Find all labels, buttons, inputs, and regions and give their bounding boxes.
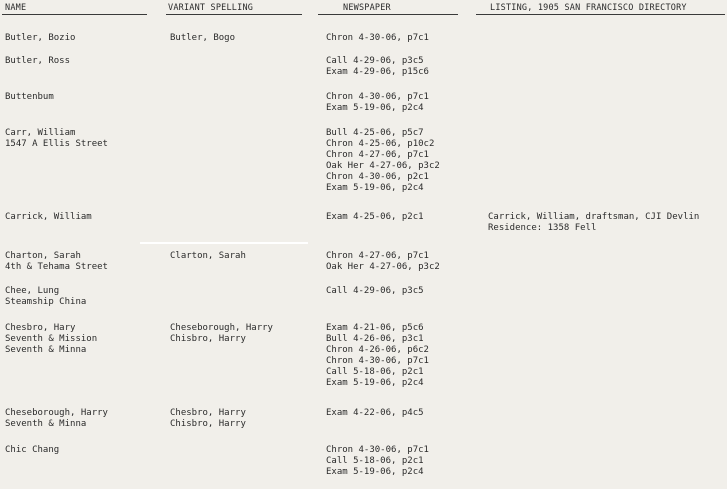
variant-line: Butler, Bogo [170, 33, 236, 43]
variant-cell [170, 33, 235, 44]
newspaper-line: Call 5-18-06, p2c1 [326, 367, 424, 377]
listing-line: Carrick, William, draftsman, CJI Devlin [488, 212, 700, 222]
newspaper-cell [326, 33, 429, 44]
variant-cell [170, 323, 273, 345]
header-newspaper: NEWSPAPER [343, 3, 391, 13]
newspaper-line: Chron 4-30-06, p7c1 [326, 92, 429, 102]
newspaper-line: Chron 4-30-06, p7c1 [326, 356, 429, 366]
newspaper-line: Exam 4-22-06, p4c5 [326, 408, 424, 418]
name-line: Seventh & Minna [5, 345, 87, 355]
newspaper-line: Oak Her 4-27-06, p3c2 [326, 262, 440, 272]
name-line: Cheseborough, Harry [5, 408, 108, 418]
header-rule-variant [166, 14, 302, 15]
newspaper-line: Exam 5-19-06, p2c4 [326, 378, 424, 388]
newspaper-line: Exam 4-21-06, p5c6 [326, 323, 424, 333]
name-line: Butler, Bozio [5, 33, 76, 43]
header-rule-listing [476, 14, 725, 15]
newspaper-cell [326, 56, 429, 78]
name-line: Seventh & Mission [5, 334, 98, 344]
name-cell [5, 445, 59, 456]
name-cell [5, 92, 54, 103]
scan-artifact [140, 242, 308, 244]
listing-line: Residence: 1358 Fell [488, 223, 597, 233]
variant-line: Chisbro, Harry [170, 334, 246, 344]
header-rule-newspaper [318, 14, 458, 15]
newspaper-cell [326, 251, 440, 273]
name-cell [5, 128, 108, 150]
newspaper-line: Exam 5-19-06, p2c4 [326, 467, 424, 477]
name-line: Chic Chang [5, 445, 60, 455]
newspaper-line: Exam 5-19-06, p2c4 [326, 183, 424, 193]
newspaper-line: Call 4-29-06, p3c5 [326, 286, 424, 296]
name-cell [5, 33, 75, 44]
name-line: 4th & Tehama Street [5, 262, 108, 272]
name-line: Chee, Lung [5, 286, 60, 296]
newspaper-line: Exam 4-29-06, p15c6 [326, 67, 429, 77]
variant-line: Cheseborough, Harry [170, 323, 273, 333]
name-line: 1547 A Ellis Street [5, 139, 108, 149]
newspaper-line: Call 4-29-06, p3c5 [326, 56, 424, 66]
name-cell [5, 251, 108, 273]
name-cell [5, 56, 70, 67]
name-cell [5, 286, 86, 308]
newspaper-line: Chron 4-27-06, p7c1 [326, 251, 429, 261]
variant-line: Chesbro, Harry [170, 408, 246, 418]
name-line: Carrick, William [5, 212, 92, 222]
header-rule-name [2, 14, 147, 15]
newspaper-line: Bull 4-25-06, p5c7 [326, 128, 424, 138]
header-listing: LISTING, 1905 SAN FRANCISCO DIRECTORY [490, 3, 687, 13]
newspaper-line: Chron 4-25-06, p10c2 [326, 139, 435, 149]
newspaper-line: Chron 4-27-06, p7c1 [326, 150, 429, 160]
newspaper-line: Bull 4-26-06, p3c1 [326, 334, 424, 344]
newspaper-cell [326, 128, 440, 194]
name-line: Carr, William [5, 128, 76, 138]
newspaper-line: Chron 4-26-06, p6c2 [326, 345, 429, 355]
newspaper-line: Oak Her 4-27-06, p3c2 [326, 161, 440, 171]
name-line: Charton, Sarah [5, 251, 81, 261]
newspaper-line: Chron 4-30-06, p2c1 [326, 172, 429, 182]
variant-cell [170, 251, 246, 262]
newspaper-line: Exam 5-19-06, p2c4 [326, 103, 424, 113]
newspaper-cell [326, 445, 429, 478]
newspaper-cell [326, 408, 424, 419]
name-line: Steamship China [5, 297, 87, 307]
newspaper-line: Exam 4-25-06, p2c1 [326, 212, 424, 222]
newspaper-cell [326, 286, 424, 297]
name-cell [5, 323, 97, 356]
newspaper-line: Call 5-18-06, p2c1 [326, 456, 424, 466]
header-name: NAME [5, 3, 27, 13]
listing-cell [488, 212, 699, 234]
name-cell [5, 408, 108, 430]
newspaper-cell [326, 323, 429, 389]
newspaper-cell [326, 92, 429, 114]
newspaper-line: Chron 4-30-06, p7c1 [326, 445, 429, 455]
name-line: Buttenbum [5, 92, 54, 102]
variant-line: Clarton, Sarah [170, 251, 246, 261]
variant-cell [170, 408, 246, 430]
header-variant-spelling: VARIANT SPELLING [168, 3, 254, 13]
variant-line: Chisbro, Harry [170, 419, 246, 429]
newspaper-line: Chron 4-30-06, p7c1 [326, 33, 429, 43]
name-line: Seventh & Minna [5, 419, 87, 429]
newspaper-cell [326, 212, 424, 223]
name-cell [5, 212, 92, 223]
name-line: Butler, Ross [5, 56, 71, 66]
name-line: Chesbro, Hary [5, 323, 76, 333]
